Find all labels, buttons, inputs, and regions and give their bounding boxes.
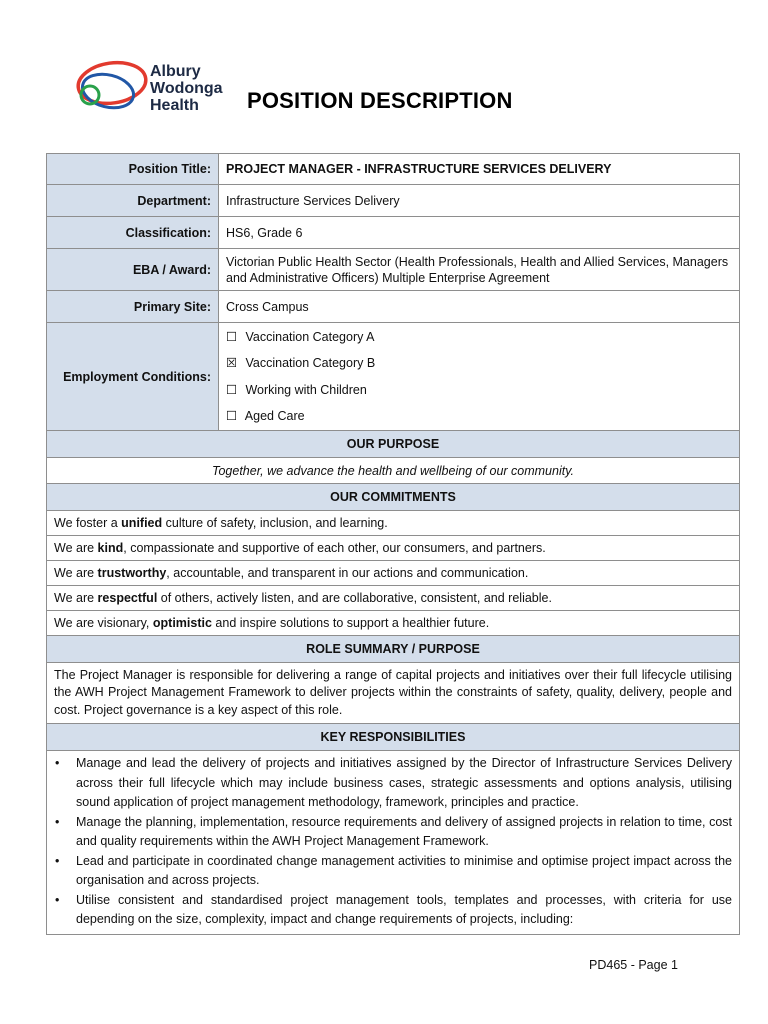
condition-label: Aged Care bbox=[244, 409, 305, 423]
eba-label: EBA / Award: bbox=[47, 249, 219, 291]
primary-site-value: Cross Campus bbox=[219, 291, 740, 323]
condition-working-with-children bbox=[226, 377, 732, 404]
commitment-post: , accountable, and transparent in our actions and communication. bbox=[166, 566, 529, 580]
primary-site-label: Primary Site: bbox=[47, 291, 219, 323]
commitment-pre: We foster a bbox=[54, 516, 122, 530]
commitment-row bbox=[47, 586, 740, 611]
condition-aged-care bbox=[226, 403, 732, 430]
list-item: • Manage and lead the delivery of projects and initiatives assigned by the Director of Infrastructure Services Delivery across their full lifecycle which may include business cases, strategic assessments and options analysis, utilising sound application of project management methodology, framework, principles and practice. bbox=[54, 754, 732, 813]
responsibilities-list bbox=[54, 754, 732, 930]
condition-label: Working with Children bbox=[245, 382, 367, 397]
checkbox-unchecked-icon: ☐ bbox=[226, 382, 238, 397]
list-item: • Lead and participate in coordinated change management activities to minimise and optimise project impact across the organisation and across projects. bbox=[54, 852, 732, 891]
organisation-logo bbox=[70, 55, 240, 125]
commitment-text bbox=[47, 611, 740, 636]
commitment-keyword: unified bbox=[121, 516, 163, 530]
commitment-row bbox=[47, 511, 740, 536]
commitment-keyword: trustworthy bbox=[97, 566, 167, 580]
commitment-pre: We are visionary, bbox=[54, 616, 153, 630]
responsibilities-cell bbox=[47, 751, 740, 935]
logo-rings-icon bbox=[70, 55, 150, 125]
commitment-post: , compassionate and supportive of each other, our consumers, and partners. bbox=[123, 541, 546, 555]
position-title-label: Position Title: bbox=[47, 154, 219, 185]
responsibilities-heading-row bbox=[47, 724, 740, 751]
commitment-row bbox=[47, 611, 740, 636]
commitment-text bbox=[47, 536, 740, 561]
page-title: POSITION DESCRIPTION bbox=[247, 88, 513, 113]
condition-vaccination-a bbox=[226, 324, 732, 351]
commitment-post: and inspire solutions to support a healthier future. bbox=[211, 616, 490, 630]
department-label: Department: bbox=[47, 185, 219, 217]
list-item: • Utilise consistent and standardised project management tools, templates and processes, with criteria for use depending on the size, complexity, impact and change requirements of projects, including: bbox=[54, 891, 732, 930]
classification-label: Classification: bbox=[47, 217, 219, 249]
department-row bbox=[47, 185, 740, 217]
employment-conditions-label: Employment Conditions: bbox=[47, 323, 219, 431]
responsibilities-heading: KEY RESPONSIBILITIES bbox=[47, 724, 740, 751]
purpose-heading: OUR PURPOSE bbox=[47, 431, 740, 458]
commitment-post: of others, actively listen, and are collaborative, consistent, and reliable. bbox=[157, 591, 552, 605]
position-description-table bbox=[46, 153, 740, 935]
logo-wordmark bbox=[150, 63, 223, 114]
commitment-keyword: respectful bbox=[97, 591, 158, 605]
checkbox-unchecked-icon: ☐ bbox=[226, 329, 238, 344]
checkbox-checked-icon: ☒ bbox=[226, 356, 238, 370]
commitment-text bbox=[47, 586, 740, 611]
department-value: Infrastructure Services Delivery bbox=[219, 185, 740, 217]
primary-site-row bbox=[47, 291, 740, 323]
purpose-text: Together, we advance the health and wellbeing of our community. bbox=[47, 458, 740, 484]
role-summary-heading: ROLE SUMMARY / PURPOSE bbox=[47, 636, 740, 663]
commitment-row bbox=[47, 561, 740, 586]
responsibilities-list-row bbox=[47, 751, 740, 935]
commitments-heading: OUR COMMITMENTS bbox=[47, 484, 740, 511]
logo-line-1: Albury bbox=[150, 63, 201, 80]
condition-vaccination-b bbox=[226, 350, 732, 377]
commitment-pre: We are bbox=[54, 541, 98, 555]
commitment-keyword: optimistic bbox=[152, 616, 212, 630]
purpose-text-row bbox=[47, 458, 740, 484]
employment-conditions-list bbox=[219, 323, 740, 431]
commitment-text bbox=[47, 561, 740, 586]
classification-row bbox=[47, 217, 740, 249]
eba-row bbox=[47, 249, 740, 291]
commitment-keyword: kind bbox=[97, 541, 124, 555]
role-summary-heading-row bbox=[47, 636, 740, 663]
employment-conditions-row bbox=[47, 323, 740, 431]
eba-value: Victorian Public Health Sector (Health Professionals, Health and Allied Services, Managers and Administrative Officers) Multiple Enterprise Agreement bbox=[219, 249, 740, 291]
condition-label: Vaccination Category B bbox=[245, 356, 376, 370]
page-footer: PD465 - Page 1 bbox=[589, 958, 678, 972]
logo-line-3: Health bbox=[150, 97, 199, 114]
commitments-heading-row bbox=[47, 484, 740, 511]
logo-line-2: Wodonga bbox=[150, 80, 223, 97]
commitment-pre: We are bbox=[54, 591, 98, 605]
list-item: • Manage the planning, implementation, resource requirements and delivery of assigned projects in relation to time, cost and quality requirements within the AWH Project Management Framework. bbox=[54, 813, 732, 852]
commitment-row bbox=[47, 536, 740, 561]
checkbox-unchecked-icon: ☐ bbox=[226, 409, 238, 423]
position-title-row bbox=[47, 154, 740, 185]
commitment-text bbox=[47, 511, 740, 536]
condition-label: Vaccination Category A bbox=[245, 329, 375, 344]
role-summary-text-row bbox=[47, 663, 740, 724]
commitment-post: culture of safety, inclusion, and learning. bbox=[162, 516, 388, 530]
role-summary-text: The Project Manager is responsible for delivering a range of capital projects and initiatives over their full lifecycle utilising the AWH Project Management Framework to deliver projects within the constraints of safety, quality, delivery, people and cost. Project governance is a key aspect of this role. bbox=[47, 663, 740, 724]
commitment-pre: We are bbox=[54, 566, 98, 580]
position-title-value: PROJECT MANAGER - INFRASTRUCTURE SERVICES DELIVERY bbox=[219, 154, 740, 185]
purpose-heading-row bbox=[47, 431, 740, 458]
classification-value: HS6, Grade 6 bbox=[219, 217, 740, 249]
